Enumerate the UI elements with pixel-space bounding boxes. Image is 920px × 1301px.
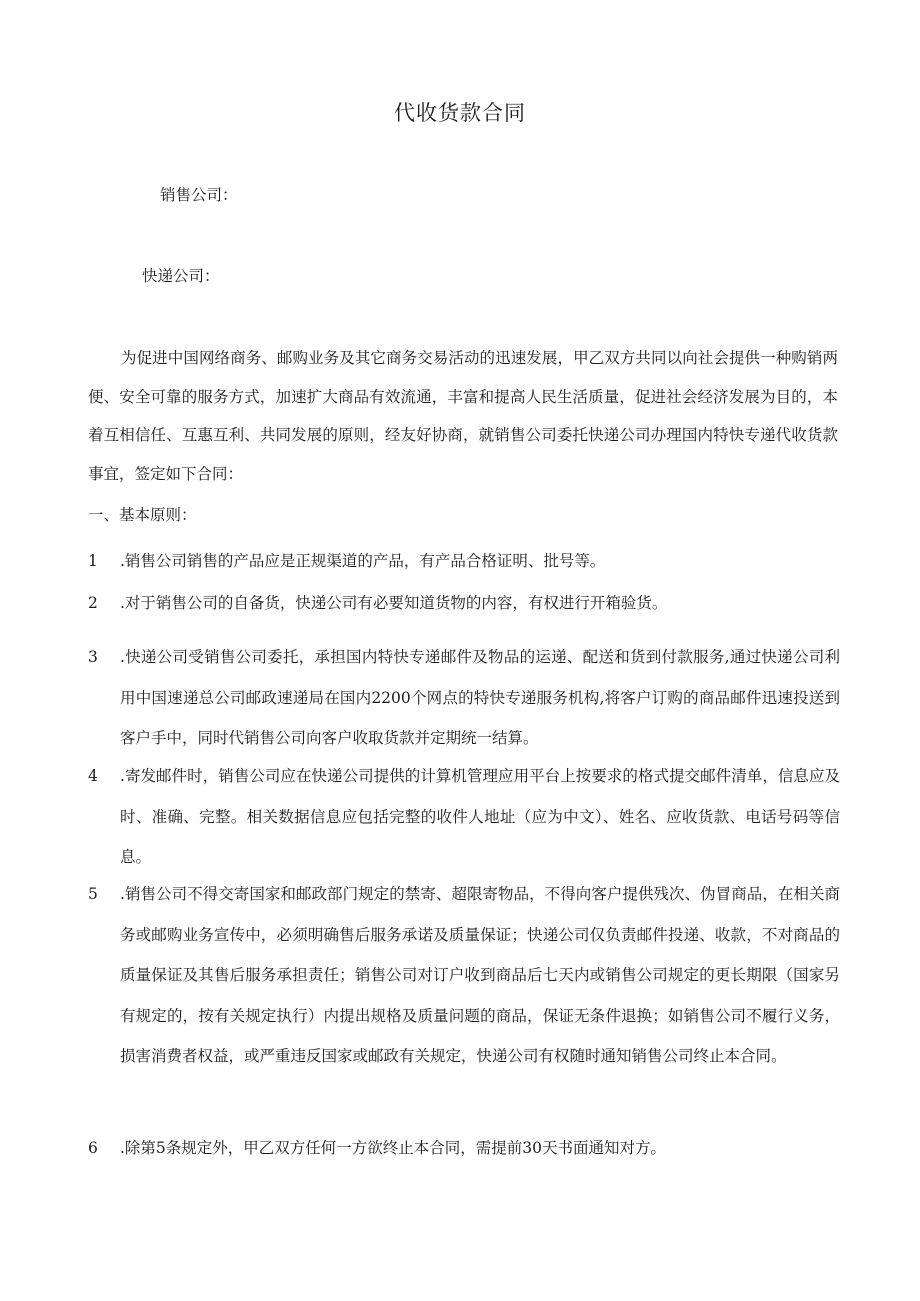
- clause-number: 1: [88, 552, 98, 570]
- clause-number: 2: [88, 594, 98, 612]
- section-heading-basic-principles: 一、基本原则：: [88, 506, 197, 524]
- clause-item: [88, 541, 840, 582]
- clause-number: 6: [88, 1139, 98, 1157]
- clause-item: [88, 874, 840, 1077]
- clause-text: .快递公司受销售公司委托，承担国内特快专递邮件及物品的运递、配送和货到付款服务,通过快递公司利用中国速递总公司邮政速递局在国内2200个网点的特快专递服务机构,将客户订购的商品邮件迅速投送到客户手中，同时代销售公司向客户收取货款并定期统一结算。: [120, 648, 840, 747]
- clause-item: [88, 637, 840, 759]
- clause-text: .除第5条规定外，甲乙双方任何一方欲终止本合同，需提前30天书面通知对方。: [120, 1139, 667, 1157]
- clause-item: [88, 756, 840, 878]
- intro-paragraph: 为促进中国网络商务、邮购业务及其它商务交易活动的迅速发展，甲乙双方共同以向社会提供一种购销两便、安全可靠的服务方式，加速扩大商品有效流通，丰富和提高人民生活质量，促进社会经济发展为目的，本着互相信任、互惠互利、共同发展的原则，经友好协商，就销售公司委托快递公司办理国内特快专递代收货款事宜，签定如下合同：: [88, 349, 838, 483]
- clause-item: [88, 1128, 840, 1169]
- document-title: 代收货款合同: [394, 101, 526, 125]
- clause-text: .寄发邮件时，销售公司应在快递公司提供的计算机管理应用平台上按要求的格式提交邮件清单，信息应及时、准确、完整。相关数据信息应包括完整的收件人地址（应为中文）、姓名、应收货款、电话号码等信息。: [120, 767, 840, 866]
- seller-company-label: 销售公司：: [160, 186, 238, 204]
- clause-text: .对于销售公司的自备货，快递公司有必要知道货物的内容，有权进行开箱验货。: [120, 594, 668, 612]
- courier-company-label: 快递公司：: [142, 267, 220, 285]
- clause-number: 5: [88, 885, 98, 903]
- clause-text: .销售公司销售的产品应是正规渠道的产品，有产品合格证明、批号等。: [120, 552, 606, 570]
- clause-number: 3: [88, 648, 98, 666]
- clause-text: .销售公司不得交寄国家和邮政部门规定的禁寄、超限寄物品，不得向客户提供残次、伪冒商品，在相关商务或邮购业务宣传中，必须明确售后服务承诺及质量保证；快递公司仅负责邮件投递、收款，不对商品的质量保证及其售后服务承担责任；销售公司对订户收到商品后七天内或销售公司规定的更长期限（国家另有规定的，按有关规定执行）内提出规格及质量问题的商品，保证无条件退换；如销售公司不履行义务，损害消费者权益，或严重违反国家或邮政有关规定，快递公司有权随时通知销售公司终止本合同。: [120, 885, 840, 1065]
- clause-item: [88, 583, 840, 624]
- clause-number: 4: [88, 767, 98, 785]
